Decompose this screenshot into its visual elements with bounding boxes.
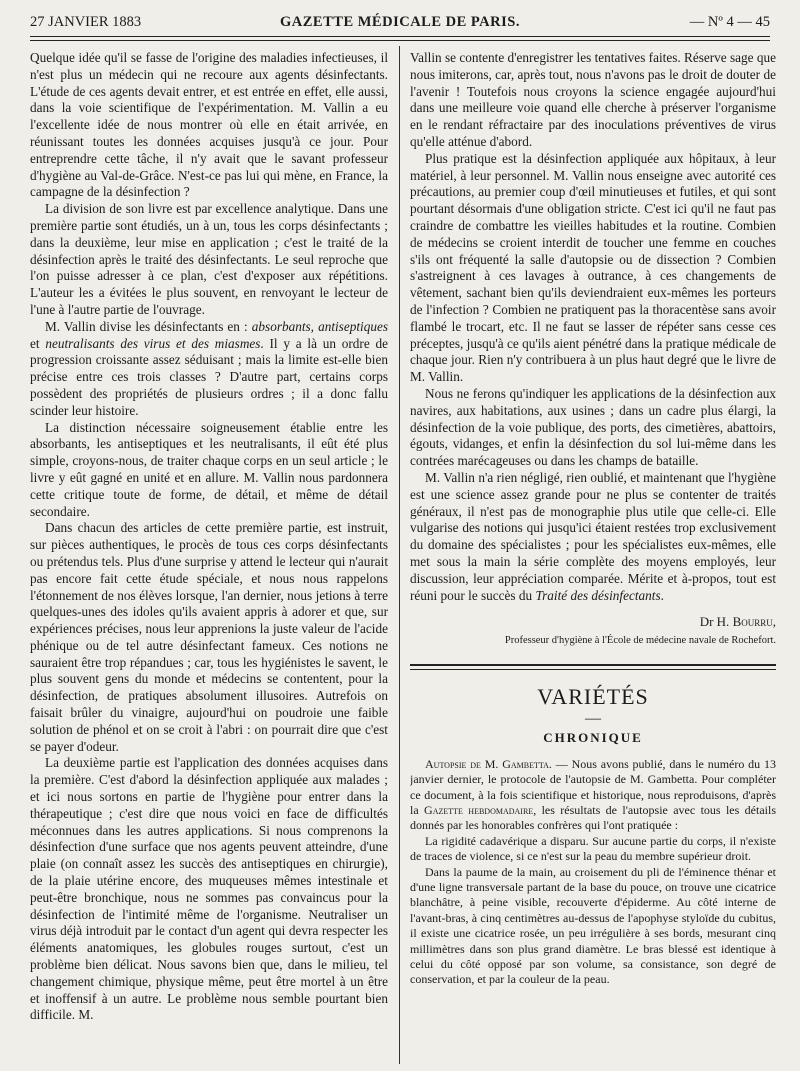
header-rule-second xyxy=(30,40,770,41)
article-lead: Autopsie de M. Gambetta. xyxy=(425,756,552,771)
page-number: — Nº 4 — 45 xyxy=(689,14,770,30)
signature-title: Professeur d'hygiène à l'École de médecine navale de Rochefort. xyxy=(504,635,776,647)
section-rule-second xyxy=(410,669,776,670)
text-run: . Il y a là un ordre de progression croissante assez séduisant ; mais la limite est-elle bien précise entre ces trois classes ? D'autre part, certains corps possèdent des propriétés de plusieurs ordres ; il a donc fallu scinder leur histoire. xyxy=(30,335,388,418)
page-header xyxy=(30,14,770,34)
section-title: VARIÉTÉS xyxy=(537,683,649,709)
book-title: Traité des désinfectants xyxy=(535,587,661,603)
paragraph xyxy=(410,470,776,604)
publication-name: Gazette hebdomadaire xyxy=(424,802,534,817)
paragraph: Dans la paume de la main, au croisement du pli de l'éminence thénar et d'une ligne transversale partant de la base du pouce, on trouve une cicatrice blanchâtre, à peine visible, recouverte d'épiderme. Au côté interne de l'avant-bras, à cinq centimètres au-dessus de l'apophyse styloïde du cubitus, il existe une cicatrice rosée, un peu irrégulière à ses bords, mesurant cinq millimètres dans son plus grand diamètre. Le bras blessé est identique à celui du côté opposé par son volume, sa consistance, son degré de conservation, et par la couleur de la peau. xyxy=(410,864,776,987)
italic-term: absorbants, antiseptiques xyxy=(251,318,388,334)
paragraph: La deuxième partie est l'application des données acquises dans la première. C'est d'abord la désinfection appliquée aux malades ; et ici nous sortons en partie de l'hygiène pour entrer dans la thérapeutique ; c'est dire que nous voici en face de difficultés méconnues dans les autres applications. Si nous comprenons la désinfection d'une surface que nos agents peuvent atteindre, d'une plaie (on connaît assez les succès des antiseptiques en chirurgie), de la plaie utérine encore, des muqueuses mêmes intestinale et peut-être bronchique, nous ne sommes pas convaincus pour la désinfection de l'intimité même de l'organisme. Neutraliser un virus déjà introduit par le contact d'un agent qui devra respecter les éléments anatomiques, les globules rouges surtout, c'est un problème bien délicat. Nous savons bien que, dans le milieu, tel changement chimique, physique même, peut être mortel à un être et inoffensif à un autre. Le problème nous semble pourtant bien difficile. M. xyxy=(30,755,388,1023)
text-run: M. Vallin n'a rien négligé, rien oublié, et maintenant que l'hygiène est une science assez grande pour ne plus se contenter de traités généraux, il n'est pas de monographie plus utile que celle-ci. Elle vulgarise des notions qui jusqu'ici étaient restées trop exclusivement du domaine des spécialistes ; pour les spécialistes eux-mêmes, elle met sous la main la série complète des moyens employés, leur discussion, leur appréciation comparée. Mérite et à-propos, tout est réuni pour le succès du xyxy=(410,469,776,603)
journal-title: GAZETTE MÉDICALE DE PARIS. xyxy=(280,14,520,30)
paragraph: La division de son livre est par excellence analytique. Dans une première partie sont étudiés, un à un, tous les corps désinfectants ; dans la deuxième, leur mise en application ; c'est le traité de la désinfection après le traité des désinfectants. Le seul reproche que l'on puisse adresser à ce plan, c'est d'exposer aux répétitions. L'auteur les a évitées le plus souvent, en renvoyant le lecteur de l'une à l'autre partie de l'ouvrage. xyxy=(30,201,388,317)
text-run: . xyxy=(660,587,664,603)
paragraph: Dans chacun des articles de cette première partie, est instruit, sur pièces authentiques, le procès de tous ces corps désinfectants ou prétendus tels. Plus d'une surprise y attend le lecteur qui n'aurait pas encore fait cette étude spéciale, et nous nous rappelons l'étonnement de nos élèves lorsque, l'an dernier, nous jetions à terre quelques-unes des idoles qu'ils avaient appris à adorer et que, sur expériences précises, nous leur apprenions la juste valeur de l'acide phénique ou de tel autre désinfectant fameux. Ces notions ne sauraient être trop répandues ; car, tous les hygiénistes le savent, le plus souvent gens du monde et médecins se contentent, pour la désinfection, de pratiques absolument illusoires. Autrefois on faisait brûler du vinaigre, aujourd'hui on poudroie une faible solution de phénol et on se croit à l'abri : on pourrait dire que c'est se payer d'odeur. xyxy=(30,520,388,754)
paragraph xyxy=(410,757,776,834)
paragraph: La rigidité cadavérique a disparu. Sur aucune partie du corps, il n'existe de traces de violence, si ce n'est sur la peau du membre supérieur droit. xyxy=(410,833,776,864)
italic-term: neutralisants des virus et des miasmes xyxy=(45,335,261,351)
right-column xyxy=(410,50,776,1065)
section-rule xyxy=(410,664,776,666)
chronique-body xyxy=(410,757,776,988)
text-run: M. Vallin divise les désinfectants en : xyxy=(45,318,252,334)
paragraph xyxy=(30,319,388,420)
paragraph: Plus pratique est la désinfection appliquée aux hôpitaux, à leur matériel, à leur personnel. M. Vallin nous enseigne avec autorité ces précautions, au premier coup d'œil minutieuses et futiles, et qui sont pourtant désormais d'une obligation stricte. C'est ici qu'il ne faut pas craindre de combattre les vieilles habitudes et la routine. Combien de médecins se croient interdit de toucher une femme en couches s'ils ont fréquenté la salle d'autopsie ou de dissection ? Combien s'astreignent à ces lavages à outrance, à ces changements de vêtement, sachant bien qu'ils deviendraient eux-mêmes les porteurs de l'infection ? Combien ne pratiquent pas la thoracentèse sans avoir flambé le trocart, etc. Il ne faut se lasser de répéter sans cesse ces préceptes, jusqu'à ce qu'ils aient pénétré dans la pratique médicale de chaque jour. Rien n'y contribuera à un plus haut degré que le livre de M. Vallin. xyxy=(410,150,776,385)
signature xyxy=(410,614,776,631)
section-subtitle: CHRONIQUE xyxy=(543,729,643,745)
text-run: et xyxy=(30,335,46,351)
signature-prefix: Dr H. xyxy=(699,614,733,630)
header-rule xyxy=(30,36,770,37)
left-column xyxy=(30,50,388,1065)
paragraph: Quelque idée qu'il se fasse de l'origine des maladies infectieuses, il n'est plus un médecin qui ne recoure aux agents désinfectants. L'étude de ces agents devait entrer, et est entrée en effet, elle aussi, dans la voie scientifique de l'expérimentation. M. Vallin a eu l'excellente idée de nous montrer où elle en était arrivée, en réunissant toutes les données acquises jusqu'à ce jour. Pour entreprendre cette tâche, il n'y avait que le savant professeur d'hygiène au Val-de-Grâce. N'est-ce pas lui qui mène, en France, la campagne de la désinfection ? xyxy=(30,50,388,200)
paragraph: Vallin se contente d'enregistrer les tentatives faites. Réserve sage que nous imiterons, car, après tout, nous n'avons pas le droit de douter de l'avenir ! Toutefois nous croyons la science engagée aujourd'hui dans une meilleure voie quand elle cherche à préserver l'organisme en le rendant réfractaire par des inoculations préventives de virus qu'elle atténue d'abord. xyxy=(410,50,776,149)
paragraph: La distinction nécessaire soigneusement établie entre les absorbants, les antiseptiques et les neutralisants, il eût été plus simple, croyons-nous, de traiter chaque corps en un seul article ; le livre y eût gagné en unité et en allure. M. Vallin nous pardonnera cette critique toute de forme, de détail, et même de détail secondaire. xyxy=(30,419,388,519)
text-run: — Nous avons publié, dans le numéro du 13 janvier dernier, le protocole de l'autopsie de M. Gambetta. Pour compléter ce document, à la fois scientifique et historique, nous reproduisons, d'après la xyxy=(410,756,776,817)
issue-date: 27 JANVIER 1883 xyxy=(30,14,142,30)
text-run: , les résultats de l'autopsie avec tous les détails donnés par les honorables confrères qui l'ont pratiquée : xyxy=(410,802,776,833)
paragraph: Nous ne ferons qu'indiquer les applications de la désinfection aux navires, aux habitations, aux usines ; dans un cadre plus élargi, la désinfection de la voie publique, des ports, des cimetières, abattoirs, égouts, vidanges, et enfin la désinfection du sol lui-même dans les contrées marécageuses ou dans les champs de bataille. xyxy=(410,385,776,469)
signature-name: Bourru, xyxy=(732,614,776,630)
section-dash: — xyxy=(585,709,601,727)
column-divider xyxy=(399,46,400,1064)
